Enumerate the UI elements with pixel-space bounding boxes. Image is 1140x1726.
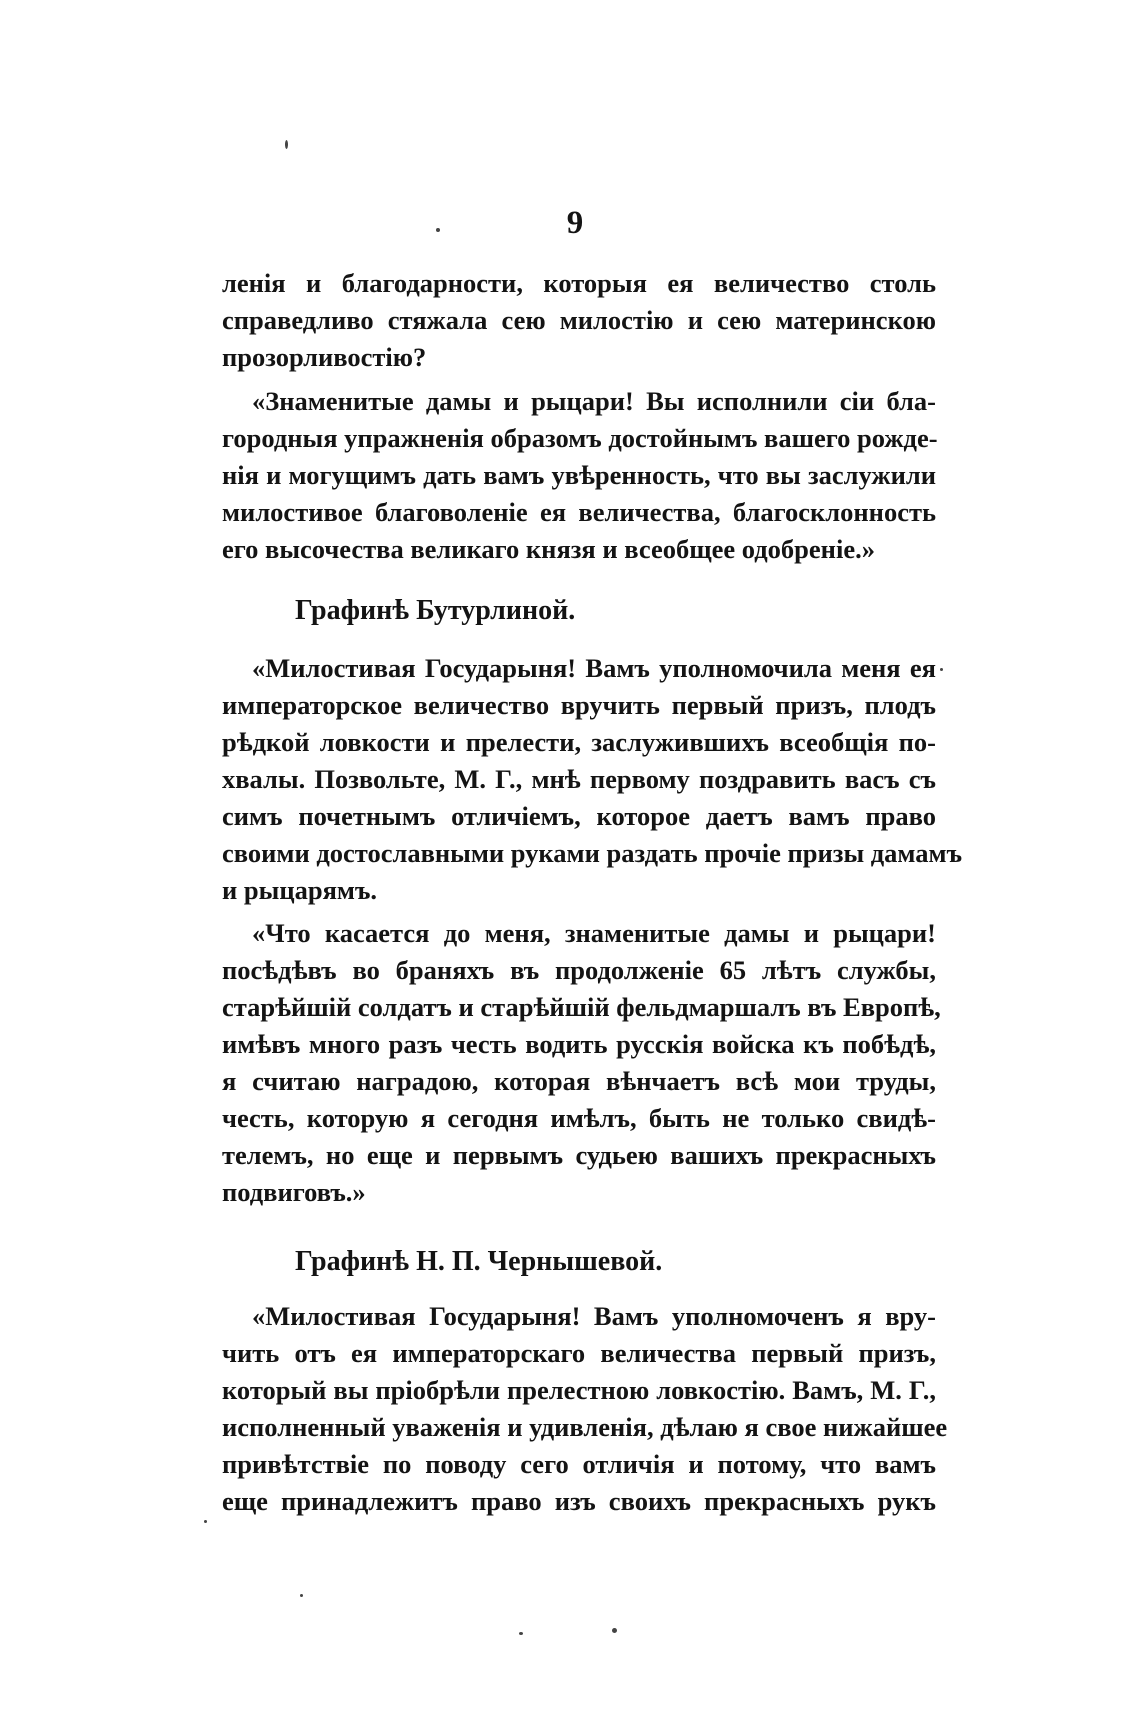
text-line: императорское величество вручить первый призъ, плодъ [222,690,936,720]
text-line: честь, которую я сегодня имѣлъ, быть не только свидѣ- [222,1103,936,1133]
text-line: городныя упражненія образомъ достойнымъ вашего рожде- [222,423,938,453]
text-line: имѣвъ много разъ честь водить русскія войска къ побѣдѣ, [222,1029,936,1059]
text-line: ленія и благодарности, которыя ея величество столь [222,268,936,298]
text-line: «Что касается до меня, знаменитые дамы и рыцари! [252,918,936,948]
section-heading: Графинѣ Бутурлиной. [295,595,576,626]
text-line: еще принадлежитъ право изъ своихъ прекрасныхъ рукъ [222,1486,936,1516]
paragraph-1 [222,265,936,376]
text-line: который вы пріобрѣли прелестною ловкостію. Вамъ, М. Г., [222,1375,936,1405]
text-line: «Милостивая Государыня! Вамъ уполномочила меня ея [252,653,936,683]
text-line: чить отъ ея императорскаго величества первый призъ, [222,1338,936,1368]
text-line: я считаю наградою, которая вѣнчаетъ всѣ мои труды, [222,1066,936,1096]
paragraph-4 [222,915,941,1211]
text-line: нія и могущимъ дать вамъ увѣренность, что вы заслужили [222,460,936,490]
speck [519,1632,523,1635]
text-line: телемъ, но еще и первымъ судьею вашихъ прекрасныхъ [222,1140,936,1170]
text-line: старѣйшій солдатъ и старѣйшій фельдмаршалъ въ Европѣ, [222,992,941,1022]
paragraph-5 [222,1298,948,1520]
text-line: симъ почетнымъ отличіемъ, которое даетъ вамъ право [222,801,936,831]
text-line: прозорливостію? [222,342,427,372]
text-line: исполненный уваженія и удивленія, дѣлаю я свое нижайшее [222,1412,948,1442]
text-line: хвалы. Позвольте, М. Г., мнѣ первому поздравить васъ съ [222,764,936,794]
text-line: «Милостивая Государыня! Вамъ уполномоченъ я вру- [252,1301,936,1331]
text-line: и рыцарямъ. [222,875,378,905]
paragraph-3 [222,650,963,909]
text-line: привѣтствіе по поводу сего отличія и потому, что вамъ [222,1449,936,1479]
speck [300,1594,303,1597]
speck [940,668,943,671]
text-line: справедливо стяжала сею милостію и сею материнскою [222,305,936,335]
speck [285,140,288,149]
text-line: посѣдѣвъ во браняхъ въ продолженіе 65 лѣтъ службы, [222,955,936,985]
paragraph-2 [222,383,936,568]
text-line: подвиговъ.» [222,1177,366,1207]
section-heading: Графинѣ Н. П. Чернышевой. [295,1246,663,1277]
text-line: рѣдкой ловкости и прелести, заслужившихъ всеобщія по- [222,727,936,757]
speck [204,1520,207,1523]
text-line: его высочества великаго князя и всеобщее одобреніе.» [222,534,875,564]
text-line: своими достославными руками раздать прочіе призы дамамъ [222,838,963,868]
speck [436,228,440,232]
speck [612,1628,617,1633]
text-line: «Знаменитые дамы и рыцари! Вы исполнили сіи бла- [252,386,936,416]
page-number: 9 [566,205,584,241]
text-line: милостивое благоволеніе ея величества, благосклонность [222,497,936,527]
